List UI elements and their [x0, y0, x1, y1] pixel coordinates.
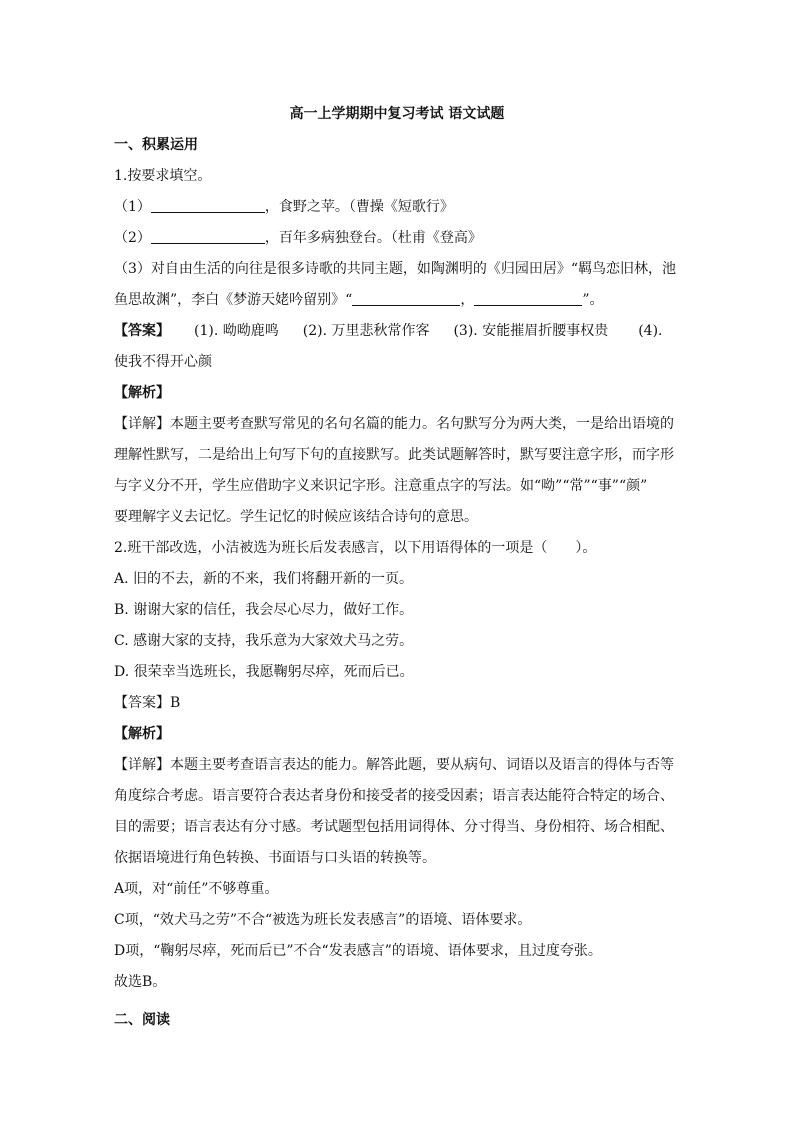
question-2-answer: 【答案】B [114, 695, 181, 711]
detail-line: 【详解】本题主要考查语言表达的能力。解答此题，要从病句、词语以及语言的得体与否等 [114, 757, 674, 773]
note-line: C项，“效犬马之劳”不合“被选为班长发表感言”的语境、语体要求。 [114, 912, 532, 928]
detail-line: 【详解】本题主要考查默写常见的名句名篇的能力。名句默写分为两大类，一是给出语境的 [114, 416, 674, 432]
detail-line: 理解性默写，二是给出上句写下句的直接默写。此类试题解答时，默写要注意字形，而字形 [114, 447, 674, 463]
option-b: B. 谢谢大家的信任，我会尽心尽力，做好工作。 [114, 602, 414, 618]
question-1-item-1 [114, 197, 686, 217]
question-1-item-3-line-2 [114, 290, 686, 310]
answer-4: (4). [638, 323, 663, 339]
item-3-text-c: ”。 [582, 292, 604, 308]
option-c: C. 感谢大家的支持，我乐意为大家效犬马之劳。 [114, 633, 414, 649]
fill-blank-3[interactable] [352, 291, 460, 306]
answer-3: (3). 安能摧眉折腰事权贵 [453, 323, 609, 339]
answer-label: 【答案】 [114, 323, 170, 339]
item-3-text-b: ， [460, 292, 475, 308]
answer-4-continued: 使我不得开心颜 [114, 354, 212, 370]
item-3-text-a: 鱼思故渊”，李白《梦游天姥吟留别》“ [114, 292, 353, 308]
detail-line: 目的需要；语言表达有分寸感。考试题型包括用词得体、分寸得当、身份相符、场合相配、 [114, 819, 674, 835]
page-title: 高一上学期期中复习考试 语文试题 [289, 106, 505, 122]
question-2-stem: 2.班干部改选，小洁被选为班长后发表感言，以下用语得体的一项是（ ）。 [114, 540, 597, 556]
answer-1: (1). 呦呦鹿鸣 [194, 323, 279, 339]
item-1-text: ，食野之苹。（曹操《短歌行》 [264, 199, 454, 215]
detail-line: 角度综合考虑。语言要符合表达者身份和接受者的接受因素；语言表达能符合特定的场合、 [114, 788, 674, 804]
note-line: A项，对“前任”不够尊重。 [114, 881, 279, 897]
detail-line: 与字义分不开，学生应借助字义来识记字形。注意重点字的写法。如“呦”“常”“事”“颜” [114, 478, 648, 494]
note-line: D项，“鞠躬尽瘁，死而后已”不合“发表感言”的语境、语体要求，且过度夸张。 [114, 943, 602, 959]
question-1-answer [114, 321, 686, 341]
question-1-item-3-line-1: （3）对自由生活的向往是很多诗歌的共同主题，如陶渊明的《归园田居》“羁鸟恋旧林，池 [114, 261, 677, 277]
option-d: D. 很荣幸当选班长，我愿鞠躬尽瘁，死而后已。 [114, 664, 414, 680]
question-1-item-2 [114, 228, 686, 248]
note-line: 故选B。 [114, 974, 167, 990]
answer-2: (2). 万里悲秋常作客 [302, 323, 430, 339]
item-2-number: （2） [114, 230, 151, 246]
fill-blank-4[interactable] [474, 291, 582, 306]
detail-line: 要理解字义去记忆。学生记忆的时候应该结合诗句的意思。 [114, 509, 478, 525]
question-1-stem: 1.按要求填空。 [114, 168, 212, 184]
analysis-label-1: 【解析】 [114, 385, 170, 401]
detail-line: 依据语境进行角色转换、书面语与口头语的转换等。 [114, 850, 436, 866]
analysis-label-2: 【解析】 [114, 726, 170, 742]
section-heading-accumulation: 一、积累运用 [114, 137, 198, 153]
fill-blank-2[interactable] [151, 229, 265, 244]
item-1-number: （1） [114, 199, 151, 215]
fill-blank-1[interactable] [151, 198, 265, 213]
item-2-text: ，百年多病独登台。（杜甫《登高》 [264, 230, 482, 246]
option-a: A. 旧的不去，新的不来，我们将翻开新的一页。 [114, 571, 414, 587]
section-heading-reading: 二、阅读 [114, 1012, 170, 1028]
